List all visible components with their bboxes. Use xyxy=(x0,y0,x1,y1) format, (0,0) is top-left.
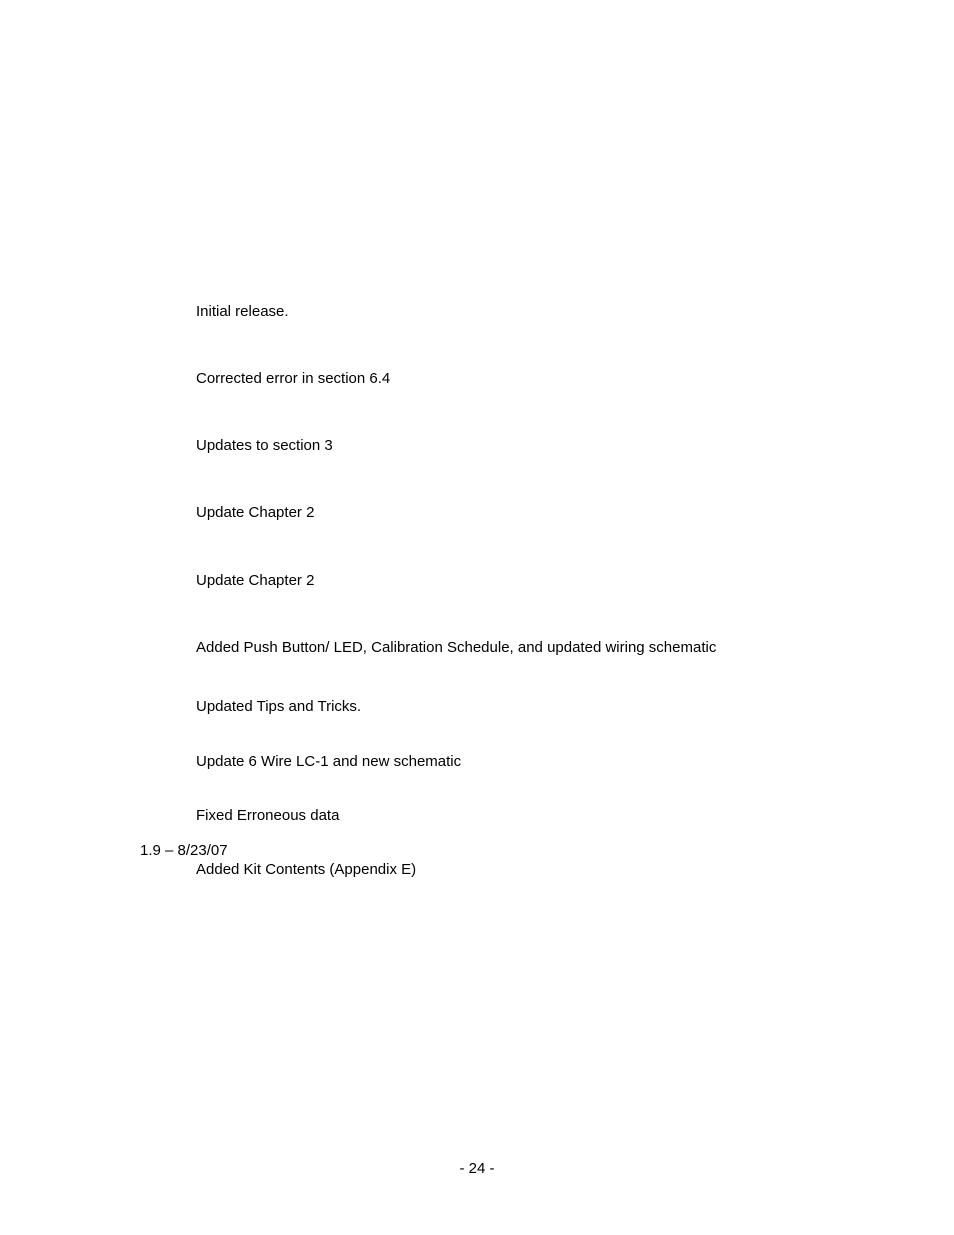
revision-description: Update Chapter 2 xyxy=(196,504,315,521)
revision-description: Update 6 Wire LC-1 and new schematic xyxy=(196,753,462,770)
revision-description: Update Chapter 2 xyxy=(196,572,315,589)
revision-description: Corrected error in section 6.4 xyxy=(196,370,391,387)
page-number: - 24 - xyxy=(459,1160,495,1177)
revision-description: Added Kit Contents (Appendix E) xyxy=(196,861,417,878)
revision-description: Updates to section 3 xyxy=(196,437,333,454)
revision-version: 1.9 – 8/23/07 xyxy=(140,842,228,859)
revision-description: Fixed Erroneous data xyxy=(196,807,340,824)
revision-description: Initial release. xyxy=(196,303,289,320)
revision-description: Added Push Button/ LED, Calibration Schedule, and updated wiring schematic xyxy=(196,639,717,656)
revision-description: Updated Tips and Tricks. xyxy=(196,698,362,715)
